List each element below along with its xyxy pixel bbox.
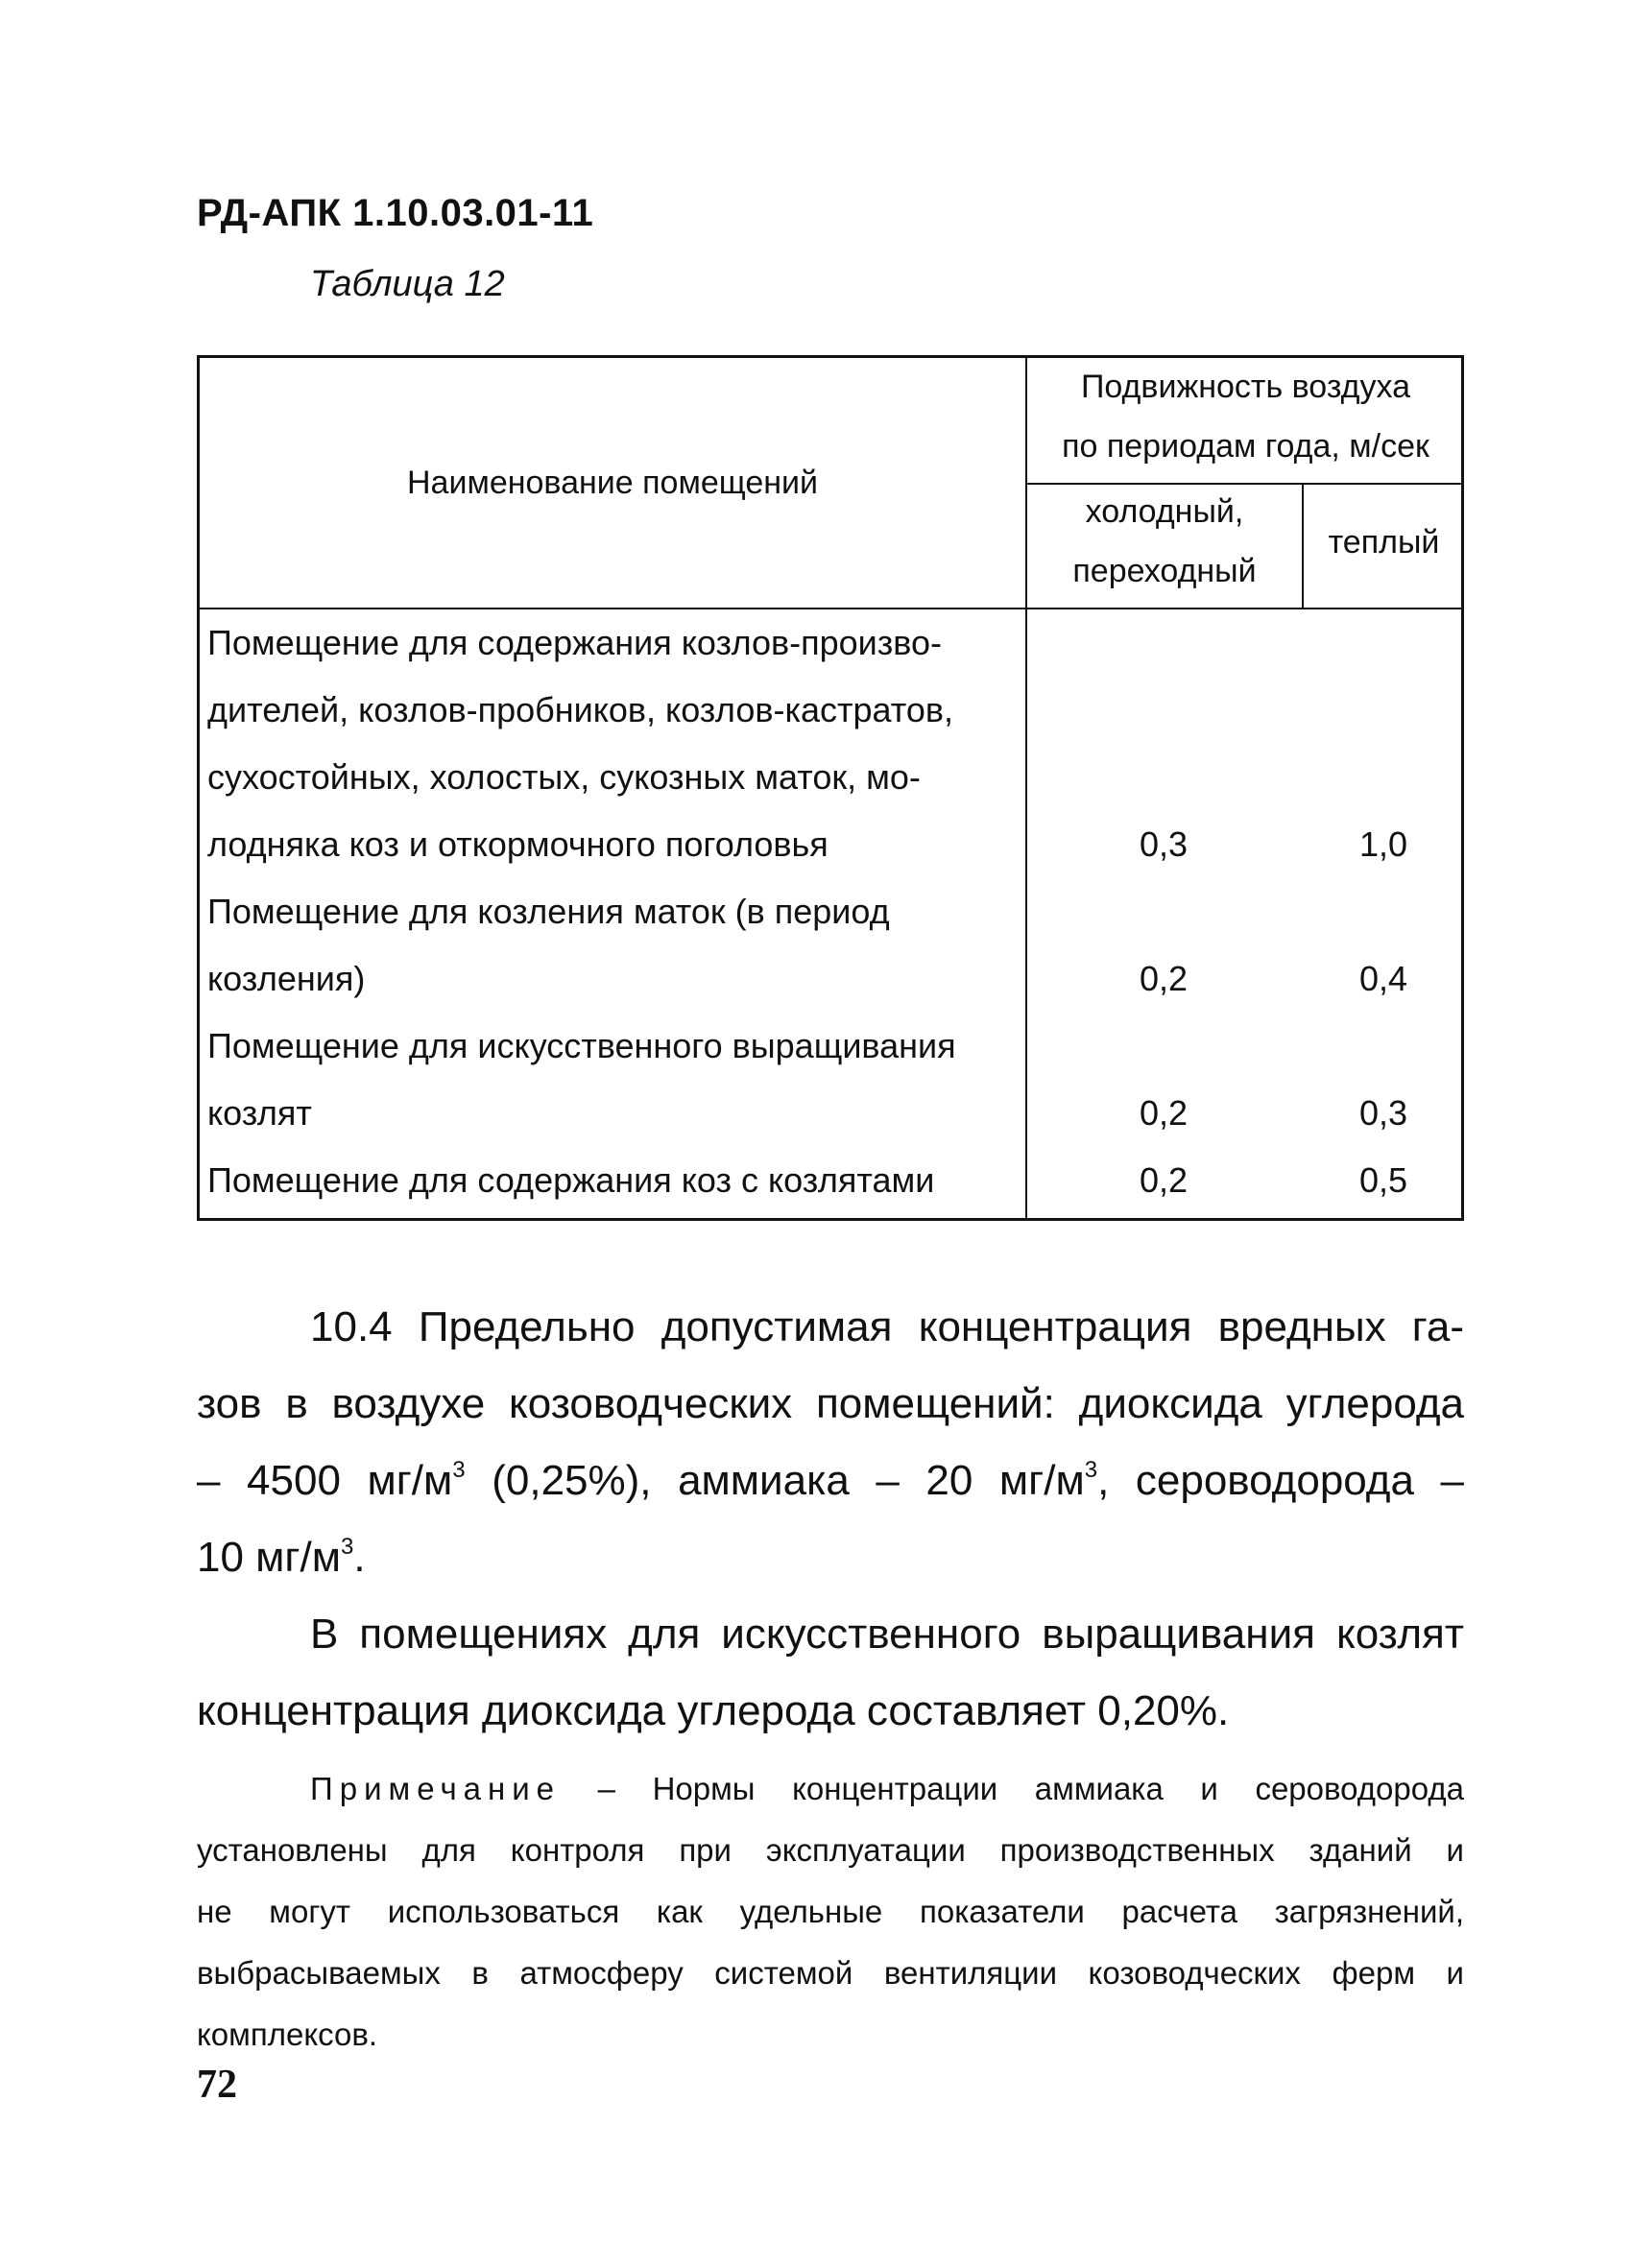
paragraph-line: В помещениях для искусственного выращивания козлят [310, 1611, 1464, 1658]
row-label-line: козлят [207, 1093, 312, 1133]
text-fragment: – 4500 мг/м [197, 1457, 453, 1504]
note-line: установлены для контроля при эксплуатации производственных зданий и [197, 1832, 1464, 1868]
note-block [197, 1758, 1464, 2065]
document-code: РД-АПК 1.10.03.01-11 [197, 192, 594, 234]
header-room-name: Наименование помещений [406, 465, 818, 501]
table-caption: Таблица 12 [310, 264, 505, 304]
superscript: 3 [452, 1457, 466, 1483]
text-fragment: 10 мг/м [197, 1534, 341, 1581]
page-number: 72 [197, 2063, 237, 2107]
header-cold-line1: холодный, [1085, 493, 1244, 530]
row-label-line: Помещение для содержания коз с козлятами [207, 1160, 935, 1200]
superscript: 3 [340, 1534, 354, 1560]
header-air-mobility-line2: по периодам года, м/сек [1062, 428, 1429, 465]
row-label-line: дителей, козлов-пробников, козлов-кастратов, [207, 690, 953, 729]
cold-value: 0,2 [1139, 1093, 1189, 1133]
row-label-line: сухостойных, холостых, сукозных маток, мо- [207, 757, 921, 797]
cold-value: 0,2 [1139, 1160, 1189, 1200]
row-label-line: козления) [207, 959, 366, 998]
warm-value: 0,4 [1358, 959, 1408, 998]
paragraph-line: зов в воздухе козоводческих помещений: диоксида углерода [197, 1380, 1464, 1427]
warm-value: 0,5 [1358, 1160, 1408, 1200]
paragraph-10-4 [197, 1289, 1464, 1596]
cold-value: 0,3 [1139, 824, 1189, 864]
paragraph-line [197, 1519, 1464, 1596]
paragraph-line: 10.4 Предельно допустимая концентрация вредных га- [310, 1303, 1464, 1350]
header-warm: теплый [1328, 524, 1440, 561]
warm-value: 1,0 [1358, 824, 1408, 864]
row-label-line: лодняка коз и откормочного поголовья [207, 824, 829, 864]
note-line: выбрасываемых в атмосферу системой вентиляции козоводческих ферм и [197, 1955, 1464, 1991]
text-fragment: – Нормы концентрации аммиака и сероводорода [561, 1771, 1464, 1806]
paragraph-line [197, 1443, 1464, 1519]
text-fragment: . [353, 1534, 366, 1581]
note-line: не могут использоваться как удельные показатели расчета загрязнений, [197, 1894, 1464, 1929]
note-label: Примечание [310, 1771, 562, 1806]
warm-value: 0,3 [1358, 1093, 1408, 1133]
row-label-line: Помещение для искусственного выращивания [207, 1026, 956, 1065]
note-line: комплексов. [197, 2017, 378, 2052]
header-air-mobility-line1: Подвижность воздуха [1080, 369, 1411, 405]
row-label-line: Помещение для содержания козлов-произво- [207, 623, 942, 662]
text-fragment: (0,25%), аммиака – 20 мг/м [465, 1457, 1085, 1504]
note-line [197, 1758, 1464, 1820]
header-cold-line2: переходный [1072, 553, 1257, 589]
cold-value: 0,2 [1139, 959, 1189, 998]
text-fragment: , сероводорода – [1097, 1457, 1464, 1504]
superscript: 3 [1084, 1457, 1098, 1483]
paragraph-line: концентрация диоксида углерода составляет 0,20%. [197, 1687, 1230, 1734]
air-mobility-table [197, 355, 1464, 1221]
paragraph-co2 [197, 1596, 1464, 1750]
row-label-line: Помещение для козления маток (в период [207, 892, 890, 931]
